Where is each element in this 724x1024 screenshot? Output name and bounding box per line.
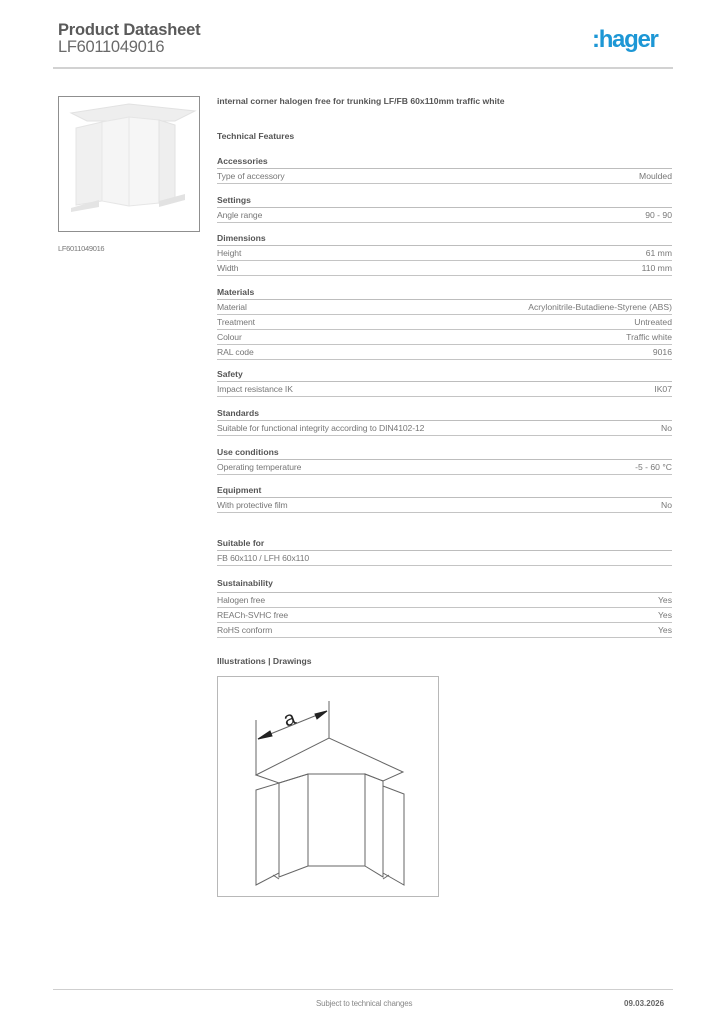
technical-features-heading: Technical Features <box>217 131 295 141</box>
product-description: internal corner halogen free for trunking LF/FB 60x110mm traffic white <box>217 96 505 106</box>
row-label: REACh-SVHC free <box>217 610 289 620</box>
footer-date: 09.03.2026 <box>624 999 665 1008</box>
product-code: LF6011049016 <box>58 38 165 56</box>
table-row <box>217 261 672 276</box>
table-row <box>217 608 672 623</box>
section-safety <box>217 368 672 397</box>
footer-divider <box>53 989 673 990</box>
row-value: Traffic white <box>626 332 672 342</box>
row-label: Angle range <box>217 210 263 220</box>
row-value: Yes <box>657 625 672 635</box>
table-row <box>217 169 672 184</box>
row-value: IK07 <box>654 384 672 394</box>
section-heading: Dimensions <box>217 232 672 246</box>
table-row <box>217 498 672 513</box>
section-heading: Materials <box>217 286 672 300</box>
row-value: Yes <box>657 610 672 620</box>
table-row <box>217 345 672 360</box>
row-value: Acrylonitrile-Butadiene-Styrene (ABS) <box>528 302 672 312</box>
illustrations-heading: Illustrations | Drawings <box>217 656 312 666</box>
row-label: Width <box>217 263 239 273</box>
section-use-conditions <box>217 446 672 475</box>
table-row <box>217 593 672 608</box>
section-heading: Safety <box>217 368 672 382</box>
section-materials <box>217 286 672 360</box>
section-dimensions <box>217 232 672 276</box>
section-equipment <box>217 484 672 513</box>
table-row <box>217 330 672 345</box>
row-value: No <box>661 423 672 433</box>
hager-logo: :hager <box>592 26 658 53</box>
section-heading: Suitable for <box>217 537 672 551</box>
table-row <box>217 208 672 223</box>
technical-drawing <box>217 676 439 897</box>
row-label: Halogen free <box>217 595 266 605</box>
row-value: Moulded <box>639 171 672 181</box>
row-label: With protective film <box>217 500 288 510</box>
row-value: 90 - 90 <box>645 210 672 220</box>
section-heading: Accessories <box>217 155 672 169</box>
section-suitable-for <box>217 537 672 566</box>
table-row <box>217 623 672 638</box>
row-value: 9016 <box>652 347 672 357</box>
footer-note: Subject to technical changes <box>316 999 413 1008</box>
table-row <box>217 421 672 436</box>
section-sustainability <box>217 577 672 638</box>
section-heading: Use conditions <box>217 446 672 460</box>
row-label: RoHS conform <box>217 625 273 635</box>
section-heading: Equipment <box>217 484 672 498</box>
table-row <box>217 300 672 315</box>
row-label: Type of accessory <box>217 171 285 181</box>
section-heading: Standards <box>217 407 672 421</box>
product-image <box>58 96 200 232</box>
row-label: FB 60x110 / LFH 60x110 <box>217 553 310 563</box>
row-label: Impact resistance IK <box>217 384 293 394</box>
row-value: -5 - 60 °C <box>635 462 672 472</box>
row-value: Untreated <box>634 317 672 327</box>
section-settings <box>217 194 672 223</box>
table-row <box>217 246 672 261</box>
header-divider <box>53 67 673 69</box>
table-row <box>217 460 672 475</box>
table-row <box>217 315 672 330</box>
row-label: Height <box>217 248 242 258</box>
row-label: Treatment <box>217 317 255 327</box>
page-title: Product Datasheet <box>58 21 201 39</box>
row-value: No <box>661 500 672 510</box>
row-label: Colour <box>217 332 242 342</box>
internal-corner-drawing-icon <box>218 677 438 896</box>
section-heading: Settings <box>217 194 672 208</box>
row-value: Yes <box>657 595 672 605</box>
section-accessories <box>217 155 672 184</box>
row-label: RAL code <box>217 347 254 357</box>
section-standards <box>217 407 672 436</box>
section-heading: Sustainability <box>217 577 672 593</box>
dimension-label: a <box>280 706 299 732</box>
row-label: Material <box>217 302 247 312</box>
table-row <box>217 551 672 566</box>
product-image-caption: LF6011049016 <box>58 244 105 253</box>
table-row <box>217 382 672 397</box>
row-label: Suitable for functional integrity according to DIN4102-12 <box>217 423 425 433</box>
row-value: 61 mm <box>645 248 672 258</box>
row-value: 110 mm <box>641 263 672 273</box>
internal-corner-product-photo-icon <box>59 97 199 231</box>
row-label: Operating temperature <box>217 462 302 472</box>
